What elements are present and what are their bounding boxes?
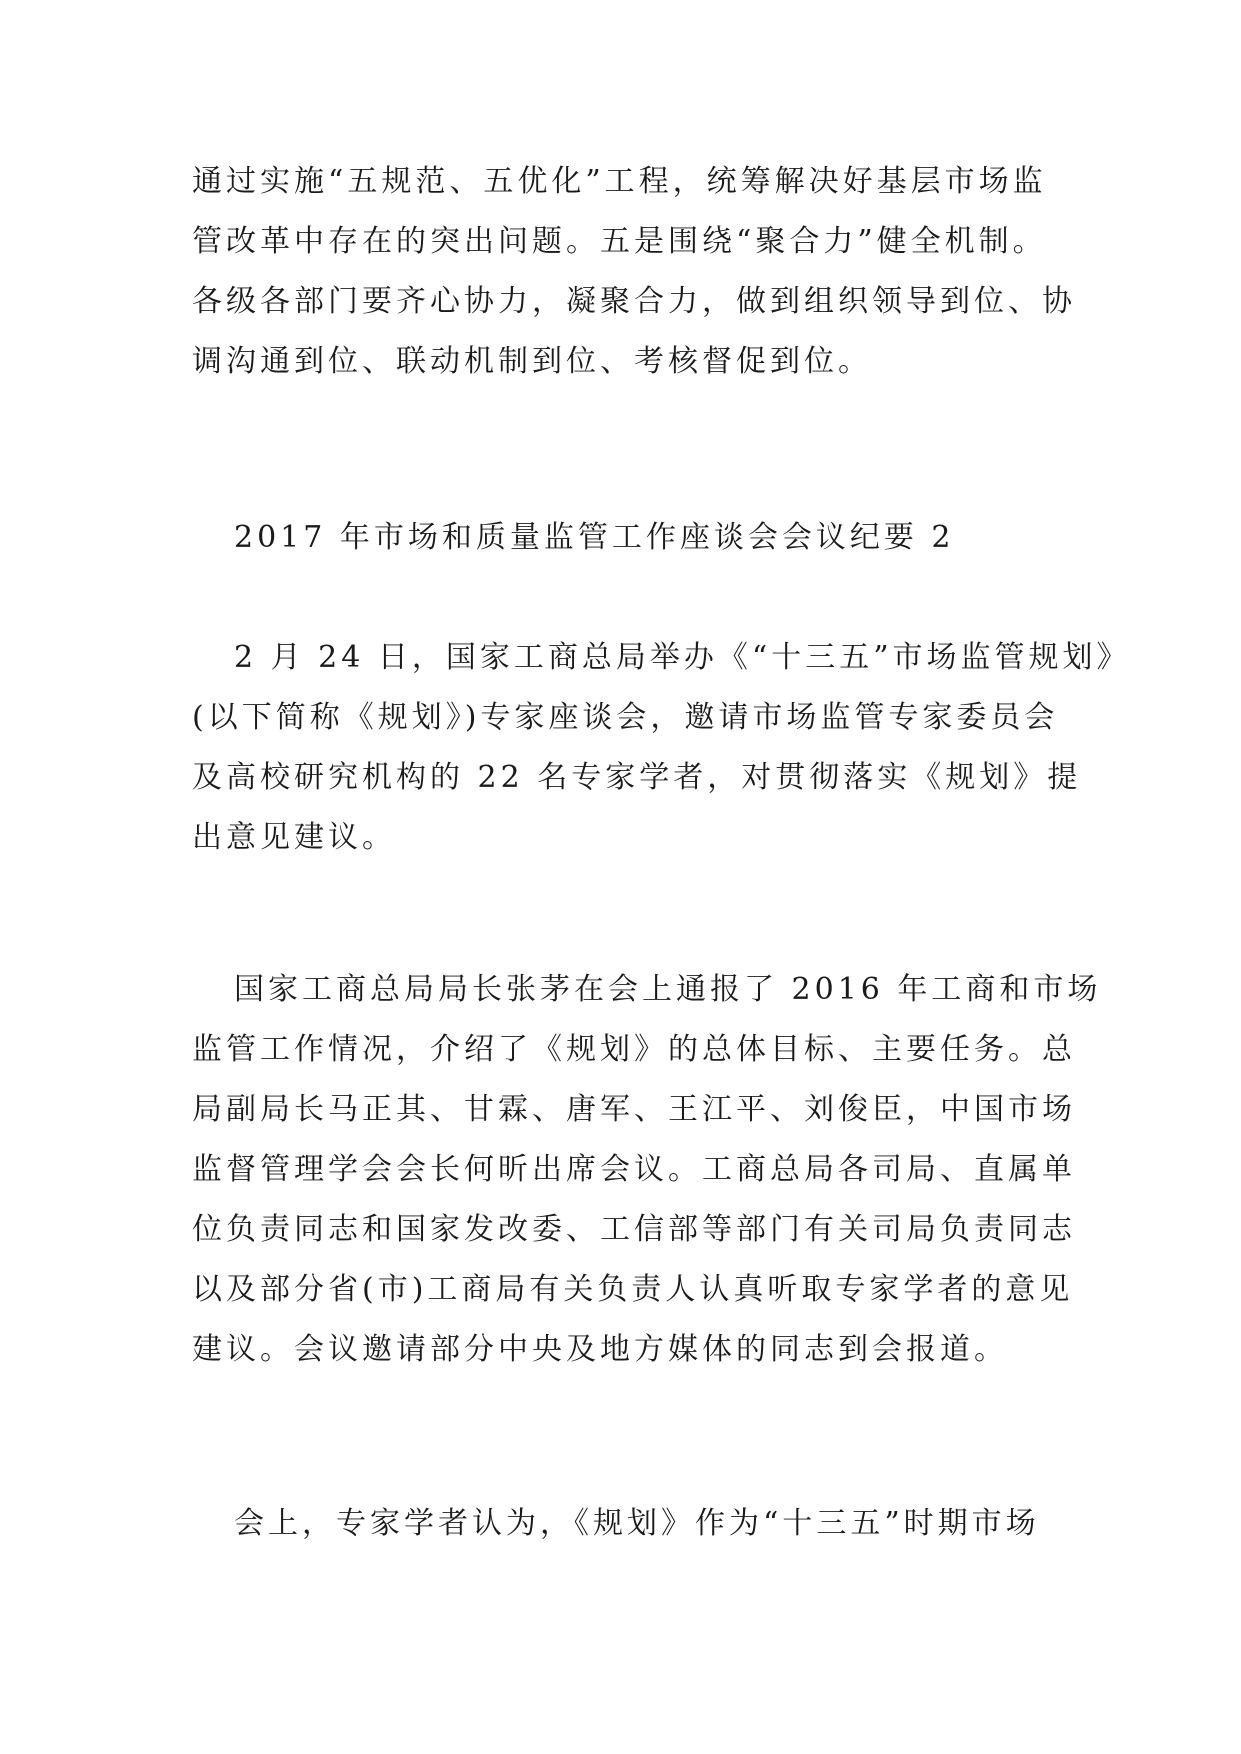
text-line: 会上，专家学者认为，《规划》作为“十三五”时期市场 — [234, 1506, 1040, 1541]
text-line: 出意见建议。 — [192, 820, 396, 855]
text-line: 监管工作情况，介绍了《规划》的总体目标、主要任务。总 — [192, 1032, 1076, 1067]
text-line: 监督管理学会会长何昕出席会议。工商总局各司局、直属单 — [192, 1152, 1076, 1187]
paragraph-continued — [192, 152, 1076, 392]
text-line: 以及部分省(市)工商局有关负责人认真听取专家学者的意见 — [192, 1272, 1074, 1307]
text-line: 建议。会议邀请部分中央及地方媒体的同志到会报道。 — [192, 1332, 1008, 1367]
paragraph-1 — [192, 628, 1131, 868]
text-line: 及高校研究机构的 22 名专家学者，对贯彻落实《规划》提 — [192, 760, 1082, 795]
title-text: 2017 年市场和质量监管工作座谈会会议纪要 2 — [234, 520, 955, 555]
text-line: (以下简称《规划》)专家座谈会，邀请市场监管专家委员会 — [192, 700, 1059, 735]
text-line: 2 月 24 日，国家工商总局举办《“十三五”市场监管规划》 — [234, 640, 1131, 675]
text-line: 位负责同志和国家发改委、工信部等部门有关司局负责同志 — [192, 1212, 1076, 1247]
text-line: 通过实施“五规范、五优化”工程，统筹解决好基层市场监 — [192, 164, 1047, 199]
text-line: 管改革中存在的突出问题。五是围绕“聚合力”健全机制。 — [192, 224, 1047, 259]
document-title — [192, 508, 1062, 568]
text-line: 国家工商总局局长张茅在会上通报了 2016 年工商和市场 — [234, 972, 1102, 1007]
text-line: 局副局长马正其、甘霖、唐军、王江平、刘俊臣，中国市场 — [192, 1092, 1076, 1127]
paragraph-2 — [192, 960, 1102, 1380]
text-line: 调沟通到位、联动机制到位、考核督促到位。 — [192, 344, 872, 379]
text-line: 各级各部门要齐心协力，凝聚合力，做到组织领导到位、协 — [192, 284, 1076, 319]
paragraph-3 — [192, 1494, 1062, 1554]
